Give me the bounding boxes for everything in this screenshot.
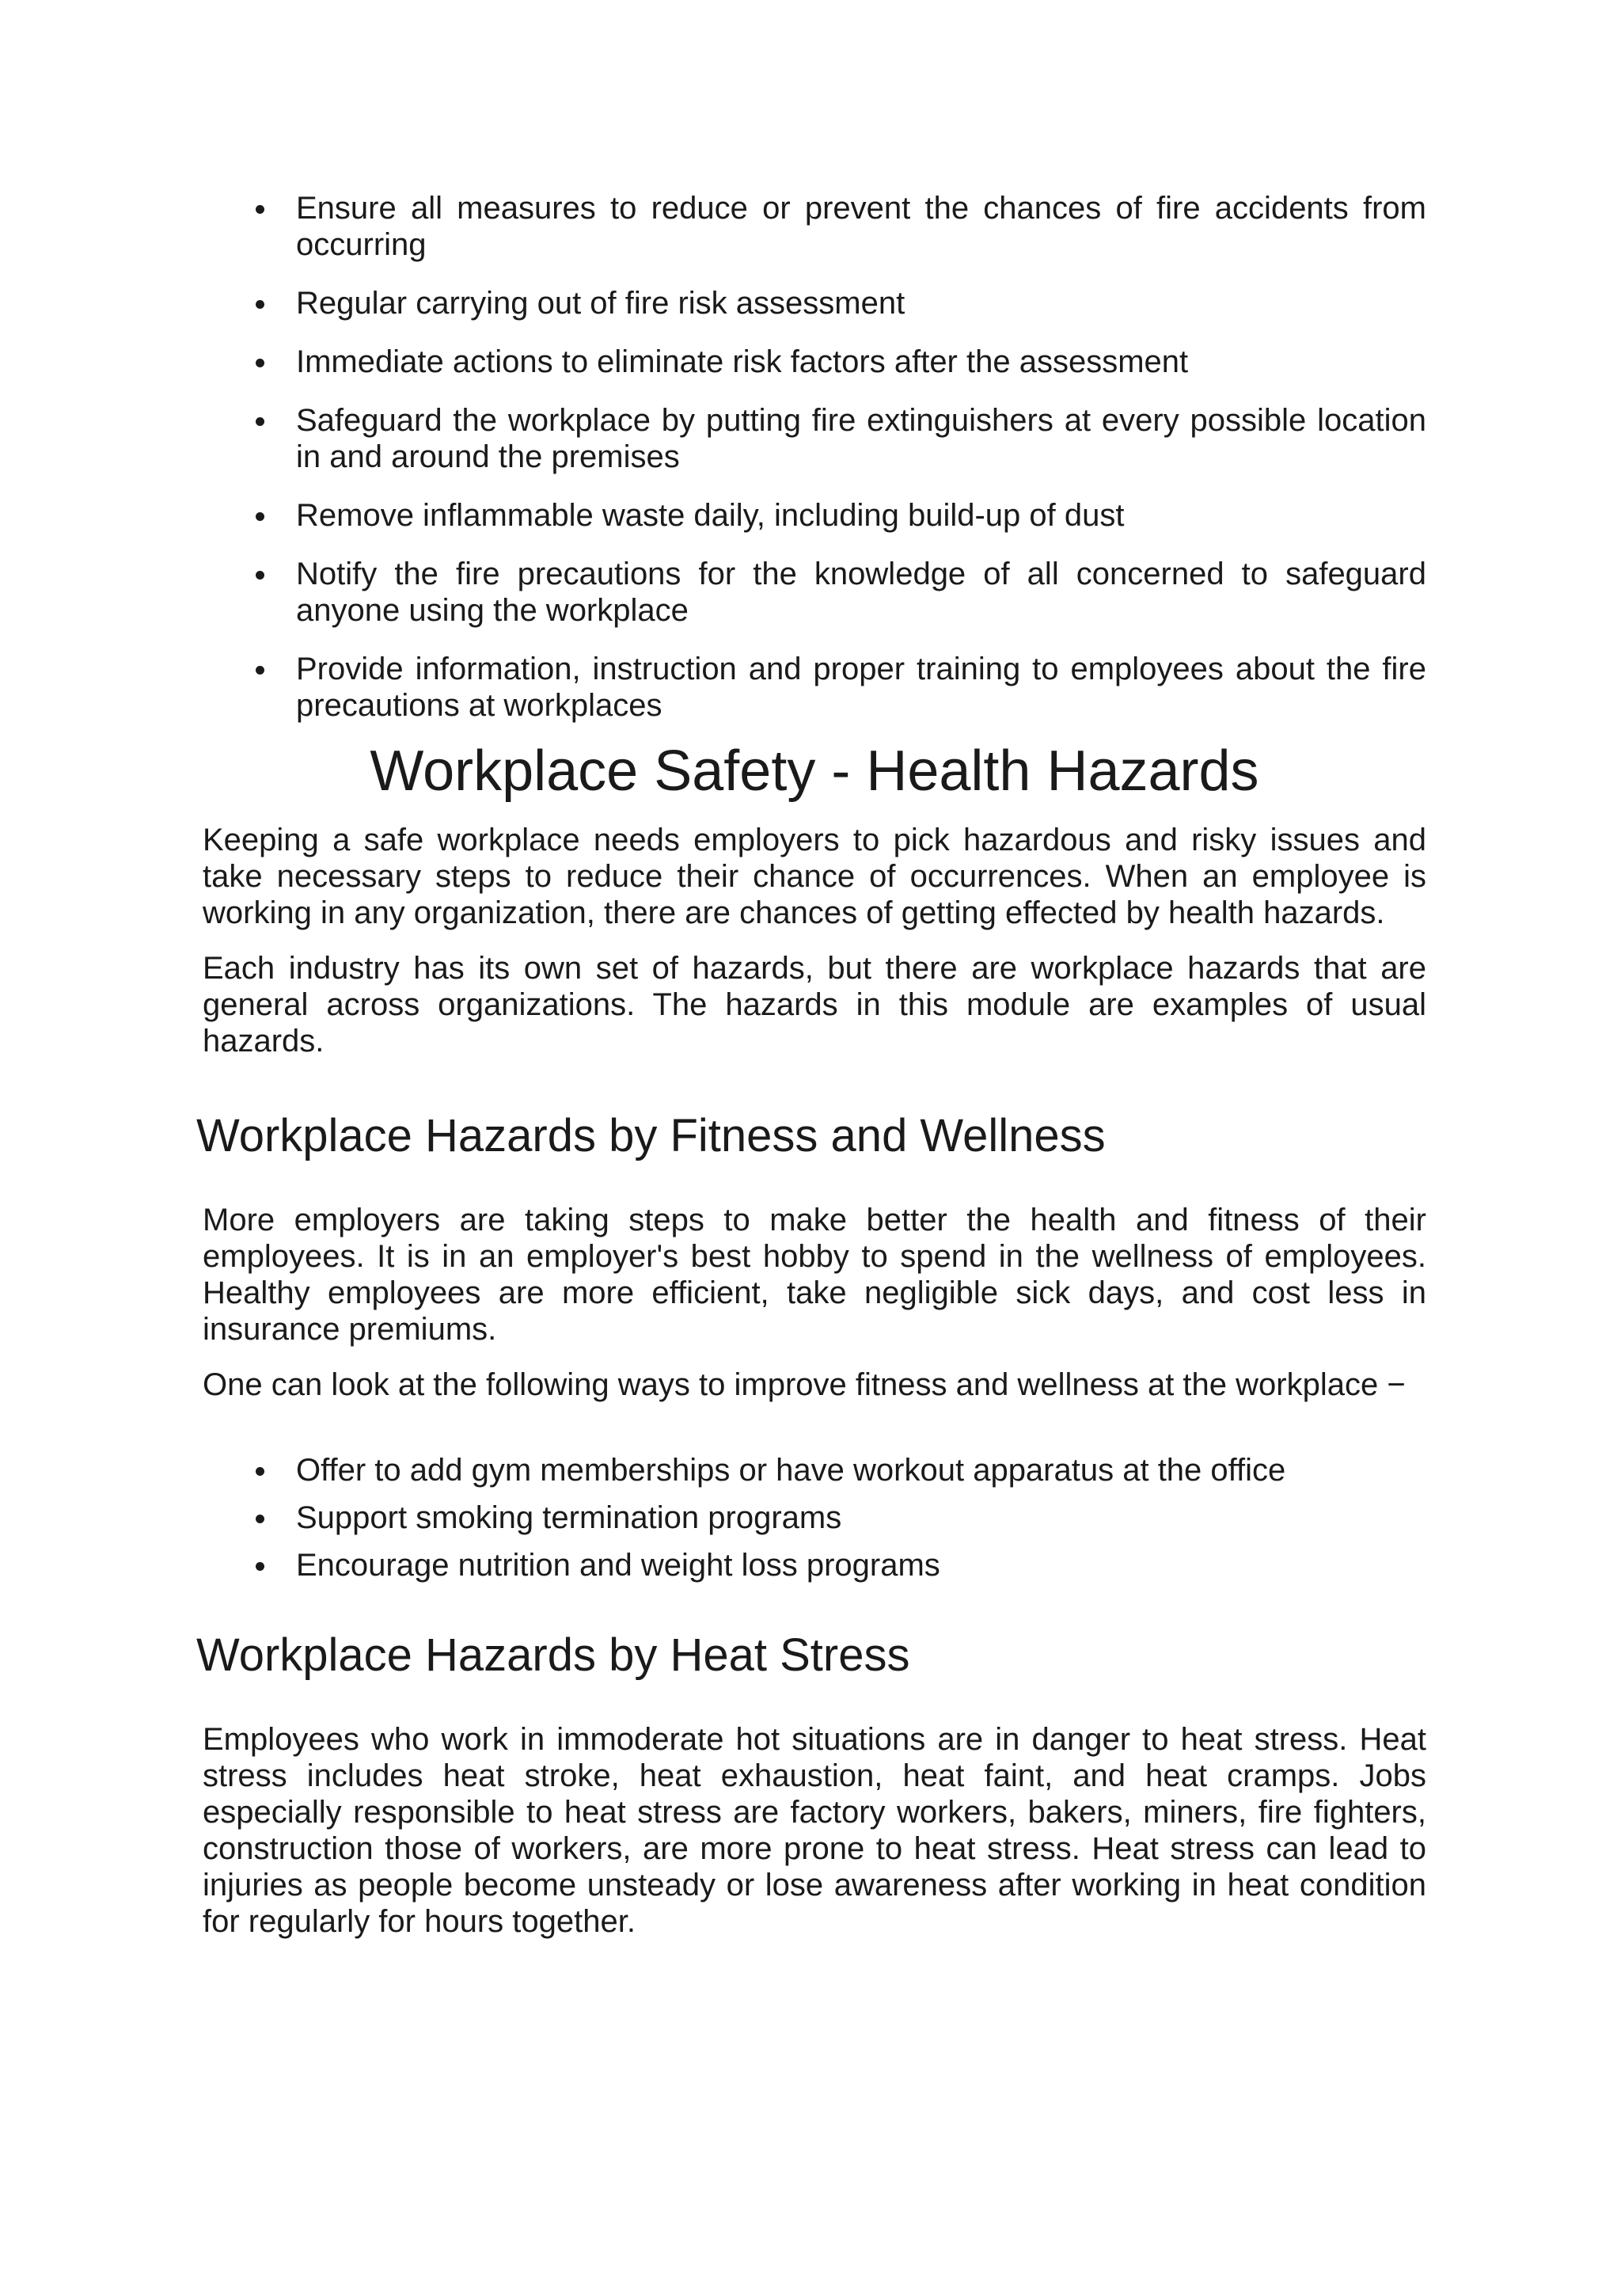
list-item: Ensure all measures to reduce or prevent the chances of fire accidents from occurring <box>203 190 1426 263</box>
list-item: Offer to add gym memberships or have workout apparatus at the office <box>203 1452 1426 1488</box>
list-item: Remove inflammable waste daily, including build-up of dust <box>203 497 1426 534</box>
bullet-icon <box>256 1467 264 1476</box>
fitness-list <box>203 1452 1426 1583</box>
list-item: Provide information, instruction and proper training to employees about the fire precautions at workplaces <box>203 651 1426 724</box>
bullet-icon <box>256 666 264 675</box>
health-hazards-paragraph: Each industry has its own set of hazards, but there are workplace hazards that are general across organizations. The hazards in this module are examples of usual hazards. <box>203 951 1426 1059</box>
page-title: Workplace Safety - Health Hazards <box>370 739 1259 803</box>
heat-stress-paragraph: Employees who work in immoderate hot situations are in danger to heat stress. Heat stress includes heat stroke, heat exhaustion, heat faint, and heat cramps. Jobs especially responsible to heat stress are factory workers, bakers, miners, fire fighters, construction those of workers, are more prone to heat stress. Heat stress can lead to injuries as people become unsteady or lose awareness after working in heat condition for regularly for hours together. <box>203 1722 1426 1939</box>
list-item: Safeguard the workplace by putting fire extinguishers at every possible location in and around the premises <box>203 402 1426 475</box>
bullet-icon <box>256 1562 264 1571</box>
fire-precautions-list <box>203 190 1426 724</box>
list-item: Immediate actions to eliminate risk factors after the assessment <box>203 344 1426 380</box>
bullet-icon <box>256 1515 264 1523</box>
health-hazards-paragraph: Keeping a safe workplace needs employers to pick hazardous and risky issues and take necessary steps to reduce their chance of occurrences. When an employee is working in any organization, there are chances of getting effected by health hazards. <box>203 823 1426 930</box>
list-item: Encourage nutrition and weight loss programs <box>203 1547 1426 1583</box>
bullet-icon <box>256 205 264 214</box>
fitness-paragraph: One can look at the following ways to improve fitness and wellness at the workplace − <box>203 1367 1406 1402</box>
document-page <box>196 190 1426 1959</box>
list-item: Notify the fire precautions for the knowledge of all concerned to safeguard anyone using the workplace <box>203 556 1426 629</box>
section-heading-fitness: Workplace Hazards by Fitness and Wellness <box>196 1110 1106 1161</box>
bullet-icon <box>256 571 264 580</box>
section-heading-heat-stress: Workplace Hazards by Heat Stress <box>196 1629 910 1681</box>
bullet-icon <box>256 512 264 521</box>
fitness-paragraph: More employers are taking steps to make better the health and fitness of their employees. It is in an employer's best hobby to spend in the wellness of employees. Healthy employees are more efficient, take negligible sick days, and cost less in insurance premiums. <box>203 1203 1426 1347</box>
bullet-icon <box>256 300 264 309</box>
list-item: Regular carrying out of fire risk assessment <box>203 285 1426 321</box>
bullet-icon <box>256 359 264 367</box>
list-item: Support smoking termination programs <box>203 1500 1426 1536</box>
bullet-icon <box>256 417 264 426</box>
